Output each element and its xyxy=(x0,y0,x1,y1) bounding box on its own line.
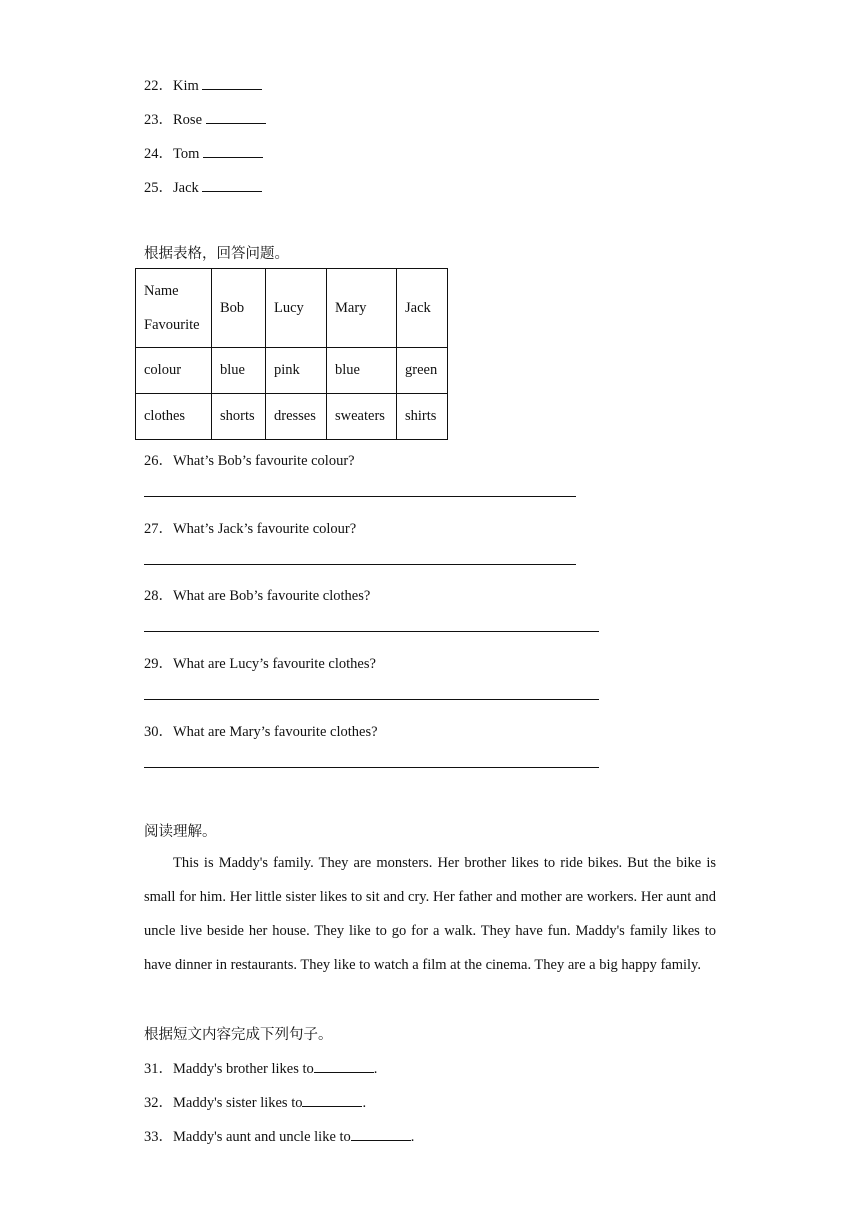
fill-item-33 xyxy=(144,1125,414,1146)
answer-blank[interactable] xyxy=(203,144,263,158)
item-number: 31． xyxy=(144,1061,173,1077)
match-item-23 xyxy=(144,108,266,129)
passage-text: This is Maddy's family. They are monsters. Her brother likes to ride bikes. But the bike is small for him. Her little sister likes to sit and cry. Her father and mother are workers. Her aunt and uncle live beside her house. They like to go for a walk. They have fun. Maddy's family likes to have dinner in restaurants. They like to watch a film at the cinema. They are a big happy family. xyxy=(144,855,716,973)
fill-item-31 xyxy=(144,1057,377,1078)
reading-instruction: 根据短文内容完成下列句子。 xyxy=(144,1027,333,1043)
answer-blank[interactable] xyxy=(206,110,266,124)
answer-line[interactable] xyxy=(144,699,599,700)
item-end: . xyxy=(410,1129,415,1145)
question-number: 28． xyxy=(144,588,173,604)
table-cell: blue xyxy=(212,348,266,394)
question-text: What’s Jack’s favourite colour? xyxy=(173,521,357,537)
item-text: Maddy's sister likes to xyxy=(173,1095,303,1111)
item-number: 22． xyxy=(144,78,173,94)
question-29 xyxy=(144,652,376,673)
item-text: Maddy's brother likes to xyxy=(173,1061,314,1077)
question-27 xyxy=(144,517,356,538)
table-cell: blue xyxy=(327,348,397,394)
table-row xyxy=(136,394,448,440)
answer-blank[interactable] xyxy=(302,1093,362,1107)
question-number: 27． xyxy=(144,521,173,537)
item-text: Maddy's aunt and uncle like to xyxy=(173,1129,351,1145)
match-item-25 xyxy=(144,176,262,197)
item-number: 32． xyxy=(144,1095,173,1111)
header-name: Name xyxy=(144,283,179,299)
table-cell: pink xyxy=(266,348,327,394)
item-name: Rose xyxy=(173,112,202,128)
table-cell: dresses xyxy=(266,394,327,440)
item-number: 23． xyxy=(144,112,173,128)
column-header: Bob xyxy=(212,269,266,348)
row-label: colour xyxy=(136,348,212,394)
table-cell: green xyxy=(397,348,448,394)
question-text: What are Lucy’s favourite clothes? xyxy=(173,656,376,672)
answer-line[interactable] xyxy=(144,564,576,565)
header-favourite: Favourite xyxy=(144,317,200,333)
item-name: Jack xyxy=(173,180,199,196)
answer-line[interactable] xyxy=(144,496,576,497)
table-cell: shorts xyxy=(212,394,266,440)
reading-passage xyxy=(144,846,716,982)
question-number: 30． xyxy=(144,724,173,740)
question-26 xyxy=(144,449,355,470)
table-cell: shirts xyxy=(397,394,448,440)
question-text: What are Bob’s favourite clothes? xyxy=(173,588,371,604)
table-cell: sweaters xyxy=(327,394,397,440)
table-instruction: 根据表格，回答问题。 xyxy=(144,246,289,262)
column-header: Jack xyxy=(397,269,448,348)
column-header: Mary xyxy=(327,269,397,348)
item-number: 33． xyxy=(144,1129,173,1145)
answer-blank[interactable] xyxy=(202,76,262,90)
question-number: 29． xyxy=(144,656,173,672)
match-item-22 xyxy=(144,74,262,95)
question-text: What’s Bob’s favourite colour? xyxy=(173,453,355,469)
answer-line[interactable] xyxy=(144,767,599,768)
question-30 xyxy=(144,720,378,741)
row-label: clothes xyxy=(136,394,212,440)
favourites-table xyxy=(135,268,448,440)
item-number: 25． xyxy=(144,180,173,196)
question-text: What are Mary’s favourite clothes? xyxy=(173,724,378,740)
column-header: Lucy xyxy=(266,269,327,348)
fill-item-32 xyxy=(144,1091,366,1112)
answer-blank[interactable] xyxy=(351,1127,411,1141)
answer-line[interactable] xyxy=(144,631,599,632)
item-name: Kim xyxy=(173,78,199,94)
header-cell xyxy=(136,269,212,348)
question-28 xyxy=(144,584,370,605)
reading-heading: 阅读理解。 xyxy=(144,824,217,840)
answer-blank[interactable] xyxy=(202,178,262,192)
table-row xyxy=(136,348,448,394)
item-end: . xyxy=(373,1061,378,1077)
item-name: Tom xyxy=(173,146,200,162)
item-number: 24． xyxy=(144,146,173,162)
answer-blank[interactable] xyxy=(314,1059,374,1073)
question-number: 26． xyxy=(144,453,173,469)
match-item-24 xyxy=(144,142,263,163)
item-end: . xyxy=(362,1095,367,1111)
